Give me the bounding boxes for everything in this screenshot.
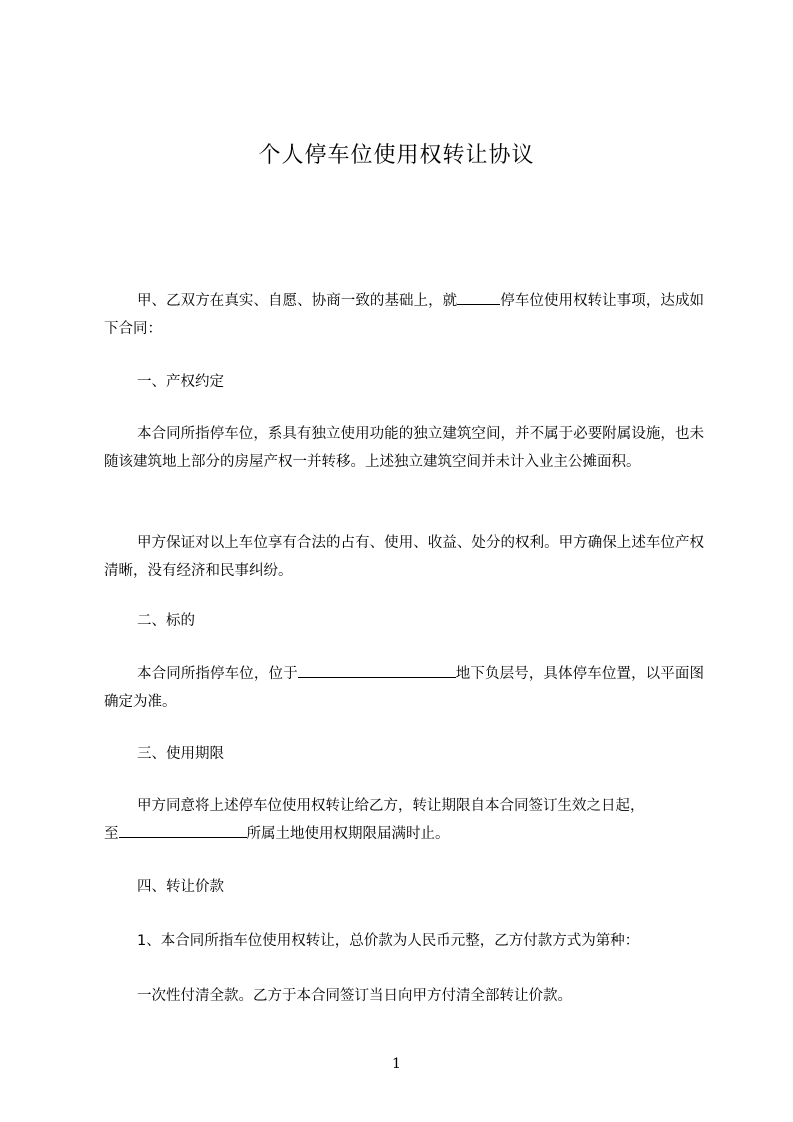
term-end-fill-blank	[119, 823, 247, 838]
intro-fill-blank	[457, 290, 500, 305]
term-text-before-blank: 至	[104, 826, 119, 842]
document-title: 个人停车位使用权转让协议	[258, 143, 535, 168]
section-4-paragraph-2: 一次性付清全款。乙方于本合同签订当日向甲方付清全部转让价款。	[137, 988, 572, 1004]
intro-text-before-blank: 甲、乙双方在真实、自愿、协商一致的基础上，就	[137, 293, 458, 309]
location-fill-blank	[298, 663, 456, 678]
section-1-heading: 一、产权约定	[137, 374, 224, 390]
page-number: 1	[392, 1056, 401, 1072]
section-2-paragraph-1	[104, 660, 704, 716]
section-3-paragraph-1	[104, 792, 704, 848]
section-3-heading: 三、使用期限	[137, 746, 224, 762]
intro-paragraph	[104, 287, 704, 343]
section-1-paragraph-2: 甲方保证对以上车位享有合法的占有、使用、收益、处分的权利。甲方确保上述车位产权清晰，没有经济和民事纠纷。	[104, 535, 704, 579]
section-4-paragraph-1: 1、本合同所指车位使用权转让，总价款为人民币元整，乙方付款方式为第种：	[137, 933, 640, 949]
section-1-paragraph-1: 本合同所指停车位，系具有独立使用功能的独立建筑空间，并不属于必要附属设施，也未随该建筑地上部分的房屋产权一并转移。上述独立建筑空间并未计入业主公摊面积。	[104, 426, 704, 470]
location-text-after-blank: 地下负层号，具体停车位置，以平面图确定为准。	[104, 666, 705, 710]
term-line-2	[104, 820, 704, 848]
location-text-before-blank: 本合同所指停车位，位于	[137, 666, 298, 682]
term-line-1: 甲方同意将上述停车位使用权转让给乙方，转让期限自本合同签订生效之日起，	[137, 798, 645, 814]
section-2-heading: 二、标的	[137, 613, 195, 629]
section-4-heading: 四、转让价款	[137, 879, 224, 895]
intro-text-after-blank: 停车位使用权转让事项，达成如下合同：	[104, 293, 705, 337]
term-text-after-blank: 所属土地使用权期限届满时止。	[246, 826, 450, 842]
